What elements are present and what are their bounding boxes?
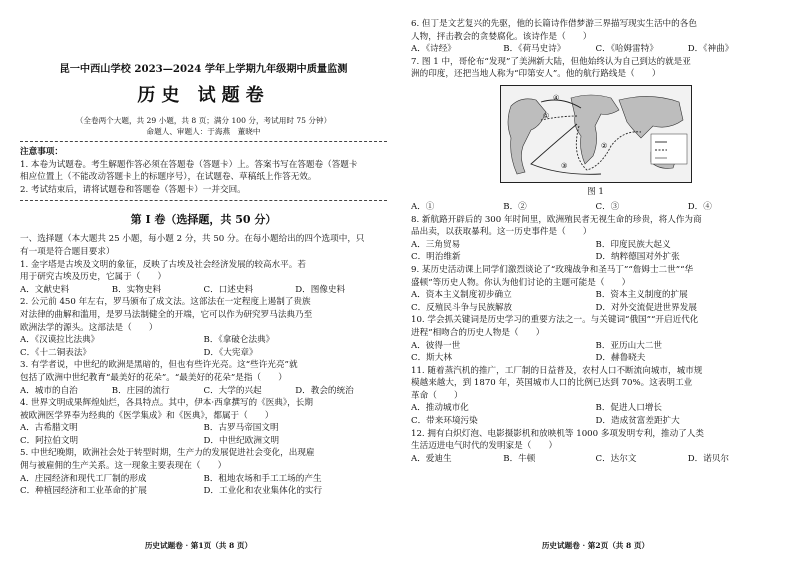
option[interactable]: C．斯大林	[411, 353, 452, 364]
notice-line: 1. 本卷为试题卷。考生解题作答必须在答题卷（答题卡）上。答案书写在答题卷（答题卡	[20, 159, 358, 170]
option[interactable]: D．《神曲》	[687, 44, 734, 55]
question-3	[20, 359, 387, 397]
option[interactable]: C．达尔文	[595, 453, 637, 464]
exam-title: 历史 试题卷	[137, 85, 270, 106]
option[interactable]: C．明治维新	[411, 252, 461, 263]
svg-text:③: ③	[560, 161, 567, 170]
option[interactable]: A．文献史料	[20, 284, 70, 295]
option[interactable]: B．促进人口增长	[595, 403, 662, 414]
option[interactable]: B．古罗马帝国文明	[203, 423, 279, 434]
option[interactable]: A．《诗经》	[411, 44, 456, 55]
question-text: 洲的印度，还把当地人称为“印第安人”。他的航行路线是（ ）	[411, 69, 661, 80]
question-text: 包括了欧洲中世纪教育“最美好的花朵”。“最美好的花朵”是指（ ）	[20, 372, 287, 383]
exam-meta: （全卷两个大题，共 29 小题，共 8 页；满分 100 分，考试用时 75 分钟）	[75, 116, 332, 125]
option[interactable]: D．工业化和农业集体化的实行	[203, 486, 323, 497]
divider	[20, 200, 387, 201]
section-title: 第 I 卷（选择题，共 50 分）	[130, 213, 277, 227]
options-row	[411, 43, 780, 56]
option[interactable]: A．爱迪生	[411, 453, 452, 464]
question-text: 10. 学会抓关键词是历史学习的重要方法之一。与关键词“俄国”“开启近代化	[411, 315, 699, 326]
option[interactable]: B．《拿破仑法典》	[203, 335, 275, 346]
options-grid	[411, 340, 780, 365]
page-footer: 历史试题卷 · 第2页（共 8 页）	[541, 541, 650, 550]
svg-text:①: ①	[542, 111, 549, 120]
exam-authors: 命题人、审题人：于海燕 董晓中	[146, 127, 261, 136]
option[interactable]: B．庄园的流行	[111, 385, 170, 396]
question-text: 12. 拥有白炽灯泡、电影摄影机和放映机等 1000 多项发明专利，推动了人类	[411, 428, 704, 439]
option[interactable]: A．庄园经济和现代工厂制的形成	[20, 473, 147, 484]
question-4	[20, 397, 387, 447]
school-title: 昆一中西山学校 2023—2024 学年上学期九年级期中质量监测	[59, 63, 348, 75]
option[interactable]: A．《汉谟拉比法典》	[20, 335, 100, 346]
route-map-image	[500, 85, 692, 183]
option[interactable]: B．租地农场和手工工场的产生	[203, 473, 322, 484]
options-row	[411, 453, 780, 466]
options-grid	[411, 289, 780, 314]
question-1	[20, 259, 387, 297]
question-text: 佣与被雇佣的生产关系。这一现象主要表现在（ ）	[20, 461, 227, 472]
question-8	[411, 214, 780, 264]
question-12	[411, 428, 780, 466]
option[interactable]: A．①	[411, 201, 435, 212]
question-10	[411, 314, 780, 364]
question-text: 生活迈进电气时代的发明家是（ ）	[411, 441, 558, 452]
option[interactable]: D．中世纪欧洲文明	[203, 435, 280, 446]
world-map-illustration	[501, 86, 691, 182]
option[interactable]: D．图像史料	[295, 284, 346, 295]
notice-line: 相应位置上（不能改动答题卡上的标题序号），在试题卷、草稿纸上作答无效。	[20, 172, 317, 183]
question-text: 9. 某历史活动课上同学们激烈谈论了“玫瑰战争和圣马丁”“詹姆士二世”“华	[411, 264, 694, 275]
option[interactable]: D．教会的统治	[295, 385, 354, 396]
question-text: 革命（ ）	[411, 390, 463, 401]
svg-text:②: ②	[600, 141, 607, 150]
option[interactable]: D．对外交流促进世界发展	[595, 302, 697, 313]
notice-line: 2. 考试结束后，请将试题卷和答题卷（答题卡）一并交回。	[20, 184, 246, 195]
options-row	[20, 284, 387, 297]
question-text: 11. 随着蒸汽机的推广，工厂制的日益普及，农村人口不断流向城市，城市规	[411, 365, 703, 376]
options-row	[20, 385, 387, 398]
question-text: 8. 新航路开辟后的 300 年时间里，欧洲殖民者无视生命的珍贵，将人作为商	[411, 214, 702, 225]
option[interactable]: B．资本主义制度的扩展	[595, 290, 688, 301]
question-text: 被欧洲医学界奉为经典的《医学集成》和《医典》，都属于（ ）	[20, 410, 274, 421]
question-text: 欧洲法学的源头。这部法是（ ）	[20, 322, 158, 333]
question-2	[20, 296, 387, 359]
option[interactable]: C．阿拉伯文明	[20, 435, 79, 446]
option[interactable]: D．纳粹德国对外扩张	[595, 252, 680, 263]
option[interactable]: C．大学的兴起	[203, 385, 262, 396]
option[interactable]: C．《十二铜表法》	[20, 347, 92, 358]
option[interactable]: A．彼得一世	[411, 340, 461, 351]
divider	[20, 141, 387, 142]
instructions: 有一项是符合题目要求）	[20, 246, 115, 257]
question-text: 6. 但丁是文艺复兴的先驱，他的长篇诗作借梦游三界描写现实生活中的各色	[411, 19, 697, 29]
option[interactable]: B．牛顿	[503, 453, 536, 464]
question-text: 3. 有学者说，中世纪的欧洲是黑暗的，但也有些许光亮。这“些许光亮”就	[20, 360, 298, 371]
option[interactable]: B．印度民族大起义	[595, 239, 671, 250]
question-text: 7. 图 1 中，哥伦布“发现”了美洲新大陆，但他始终认为自己到达的就是亚	[411, 56, 691, 67]
options-grid	[20, 473, 387, 498]
question-text: 人物，抨击教会的贪婪腐化。该诗作是（ ）	[411, 31, 592, 42]
option[interactable]: C．《哈姆雷特》	[595, 44, 658, 55]
page-footer: 历史试题卷 · 第1页（共 8 页）	[144, 541, 253, 550]
options-grid	[411, 239, 780, 264]
question-text: 用于研究古埃及历史，它属于（ ）	[20, 272, 167, 283]
options-row	[411, 201, 780, 214]
question-6	[411, 18, 780, 56]
question-text: 模越来越大，到 1870 年，英国城市人口的比例已达到 70%。这表明工业	[411, 378, 693, 389]
option[interactable]: A．三角贸易	[411, 239, 461, 250]
question-7	[411, 56, 780, 214]
option[interactable]: D．赫鲁晓夫	[595, 353, 646, 364]
option[interactable]: D．《大宪章》	[203, 347, 258, 358]
option[interactable]: D．造成贫富差距扩大	[595, 416, 680, 427]
question-11	[411, 365, 780, 428]
question-text: 4. 世界文明成果辉煌灿烂，各具特点。其中，伊本·西拿撰写的《医典》，长期	[20, 398, 313, 409]
options-grid	[411, 402, 780, 427]
notice-title: 注意事项：	[20, 147, 63, 157]
question-text: 对法律的曲解和滥用，是罗马法制健全的开端，它可以作为研究罗马法典乃至	[20, 309, 313, 320]
option[interactable]: C．③	[595, 201, 620, 212]
option[interactable]: C．种植园经济和工业革命的扩展	[20, 486, 147, 497]
question-9	[411, 264, 780, 314]
option[interactable]: A．资本主义制度初步确立	[411, 290, 512, 301]
svg-text:④: ④	[552, 93, 559, 102]
figure-caption: 图 1	[587, 186, 604, 197]
exam-page-2	[397, 0, 794, 561]
option[interactable]: A．城市的自治	[20, 385, 78, 396]
option[interactable]: C．反殖民斗争与民族解放	[411, 302, 513, 313]
question-text: 进程”相吻合的历史人物是（ ）	[411, 327, 545, 338]
option[interactable]: B．亚历山大二世	[595, 340, 662, 351]
options-grid	[20, 334, 387, 359]
question-text: 5. 中世纪晚期，欧洲社会处于转型时期，生产力的发展促进社会变化，出现雇	[20, 448, 315, 459]
option[interactable]: D．诺贝尔	[687, 453, 730, 464]
option[interactable]: A．推动城市化	[411, 403, 469, 414]
question-5	[20, 447, 387, 497]
option[interactable]: A．古希腊文明	[20, 423, 78, 434]
option[interactable]: B．②	[503, 201, 527, 212]
option[interactable]: B．《荷马史诗》	[503, 44, 566, 55]
question-text: 1. 金字塔是古埃及文明的象征，反映了古埃及社会经济发展的较高水平。若	[20, 259, 306, 270]
option[interactable]: C．口述史料	[203, 284, 254, 295]
option[interactable]: B．实物史料	[111, 284, 162, 295]
question-text: 品出卖，以获取暴利。这一历史事件是（ ）	[411, 227, 592, 238]
option[interactable]: C．带来环境污染	[411, 416, 478, 427]
option[interactable]: D．④	[687, 201, 712, 212]
options-grid	[20, 422, 387, 447]
question-text: 盛顿”等历史人物。你认为他们讨论的主题可能是（ ）	[411, 277, 631, 288]
instructions: 一、选择题（本大题共 25 小题，每小题 2 分，共 50 分。在每小题给出的四个选项中，只	[20, 234, 365, 245]
question-text: 2. 公元前 450 年左右，罗马颁布了成文法。这部法在一定程度上遏制了贵族	[20, 297, 311, 308]
